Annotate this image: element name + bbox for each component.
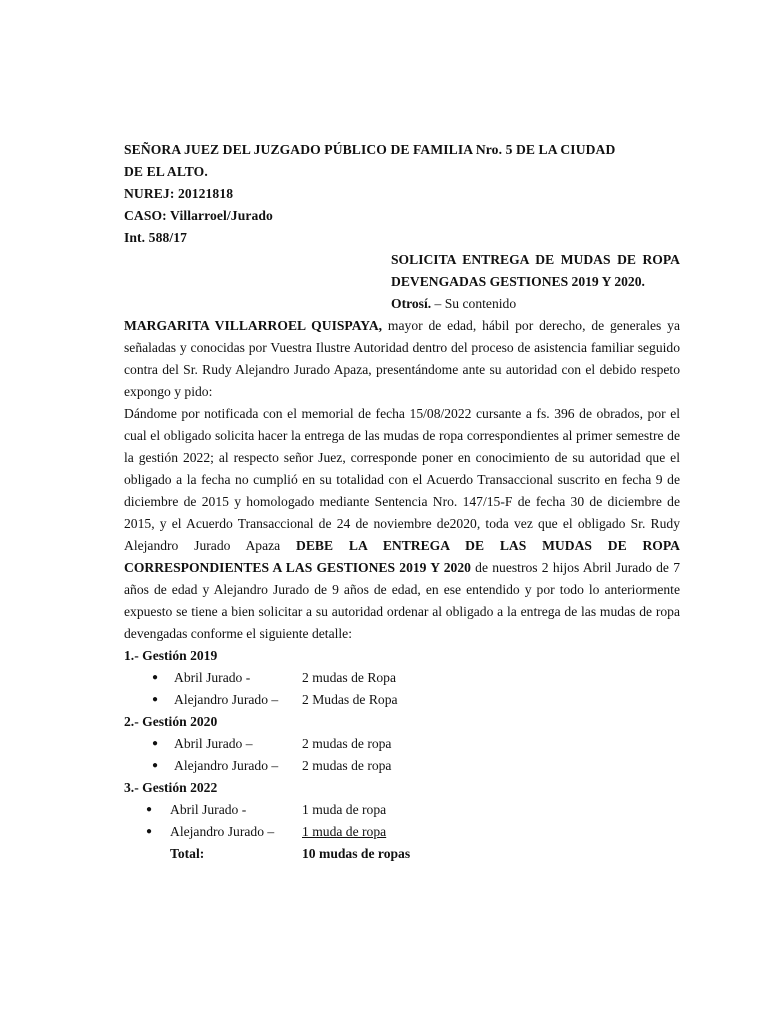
child-name: Abril Jurado – xyxy=(174,736,253,751)
gestion-title: 2.- Gestión 2020 xyxy=(124,714,218,729)
gestion-2022 xyxy=(124,777,680,843)
bullet-icon: ● xyxy=(152,694,159,705)
list-item xyxy=(124,733,680,755)
clothing-quantity: 1 muda de ropa xyxy=(302,824,387,839)
gestion-2019 xyxy=(124,645,680,711)
petition-summary xyxy=(391,249,680,315)
bullet-icon: ● xyxy=(152,760,159,771)
main-paragraph-text-b: de nuestros 2 hijos Abril Jurado de 7 años de edad y Alejandro Jurado de 9 años de edad, en ese entendido y por todo lo anteriormente expuesto se tiene a bien solicitar a su autoridad ordenar al obligado a la entrega de las mudas de ropa devengadas conforme el siguiente detalle: xyxy=(124,560,680,641)
clothing-quantity: 2 Mudas de Ropa xyxy=(302,692,398,707)
petition-title: SOLICITA ENTREGA DE MUDAS DE ROPA DEVENGADAS GESTIONES 2019 Y 2020. xyxy=(391,252,680,289)
intro-text: mayor de edad, hábil por derecho, de generales ya señaladas y conocidas por Vuestra Ilustre Autoridad dentro del proceso de asistencia familiar seguido contra del Sr. Rudy Alejandro Jurado Apaza, presentándome ante su autoridad con el debido respeto expongo y pido: xyxy=(124,318,680,399)
gestion-2020 xyxy=(124,711,680,777)
court-address-line-1: SEÑORA JUEZ DEL JUZGADO PÚBLICO DE FAMILIA Nro. 5 DE LA CIUDAD xyxy=(124,142,616,157)
petitioner-name: MARGARITA VILLARROEL QUISPAYA, xyxy=(124,318,383,333)
child-name: Alejandro Jurado – xyxy=(170,824,275,839)
main-paragraph-text-a: Dándome por notificada con el memorial de fecha 15/08/2022 cursante a fs. 396 de obrados, por el cual el obligado solicita hacer la entrega de las mudas de ropa correspondientes al primer semestre de la gestión 2022; al respecto señor Juez, corresponde poner en conocimiento de su autoridad que el obligado a la fecha no cumplió en su totalidad con el Acuerdo Transaccional suscrito en fecha 9 de diciembre de 2015 y homologado mediante Sentencia Nro. 147/15-F de fecha 30 de diciembre de 2015, y el Acuerdo Transaccional de 24 de noviembre de2020, toda vez que el obligado Sr. Rudy Alejandro Jurado Apaza xyxy=(124,406,680,553)
court-heading xyxy=(124,139,680,249)
clothing-quantity: 2 mudas de ropa xyxy=(302,758,392,773)
otrosi-line xyxy=(391,293,680,315)
clothing-quantity: 2 mudas de Ropa xyxy=(302,670,397,685)
otrosi-text: – Su contenido xyxy=(431,296,517,311)
clothing-quantity: 1 muda de ropa xyxy=(302,802,387,817)
main-paragraph-emphasis: DEBE LA ENTREGA DE LAS MUDAS DE ROPA CORRESPONDIENTES A LAS GESTIONES 2019 Y 2020 xyxy=(124,538,680,575)
child-name: Abril Jurado - xyxy=(170,802,247,817)
list-item xyxy=(124,667,680,689)
bullet-icon: ● xyxy=(152,672,159,683)
child-name: Abril Jurado - xyxy=(174,670,251,685)
list-item xyxy=(124,755,680,777)
gestion-title: 3.- Gestión 2022 xyxy=(124,780,218,795)
total-label: Total: xyxy=(170,846,205,861)
list-item xyxy=(124,689,680,711)
list-item xyxy=(124,821,680,843)
total-value: 10 mudas de ropas xyxy=(302,846,411,861)
bullet-icon: ● xyxy=(146,826,153,837)
bullet-icon: ● xyxy=(152,738,159,749)
court-address-line-2: DE EL ALTO. xyxy=(124,164,208,179)
clothing-quantity: 2 mudas de ropa xyxy=(302,736,392,751)
main-paragraph xyxy=(124,403,680,645)
gestion-title: 1.- Gestión 2019 xyxy=(124,648,218,663)
child-name: Alejandro Jurado – xyxy=(174,692,279,707)
bullet-icon: ● xyxy=(146,804,153,815)
document-page xyxy=(124,139,680,865)
list-item xyxy=(124,799,680,821)
total-row xyxy=(124,843,680,865)
case-name: CASO: Villarroel/Jurado xyxy=(124,208,273,223)
intro-paragraph xyxy=(124,315,680,403)
child-name: Alejandro Jurado – xyxy=(174,758,279,773)
otrosi-label: Otrosí. xyxy=(391,296,432,311)
internal-number: Int. 588/17 xyxy=(124,230,188,245)
nurej-number: NUREJ: 20121818 xyxy=(124,186,234,201)
